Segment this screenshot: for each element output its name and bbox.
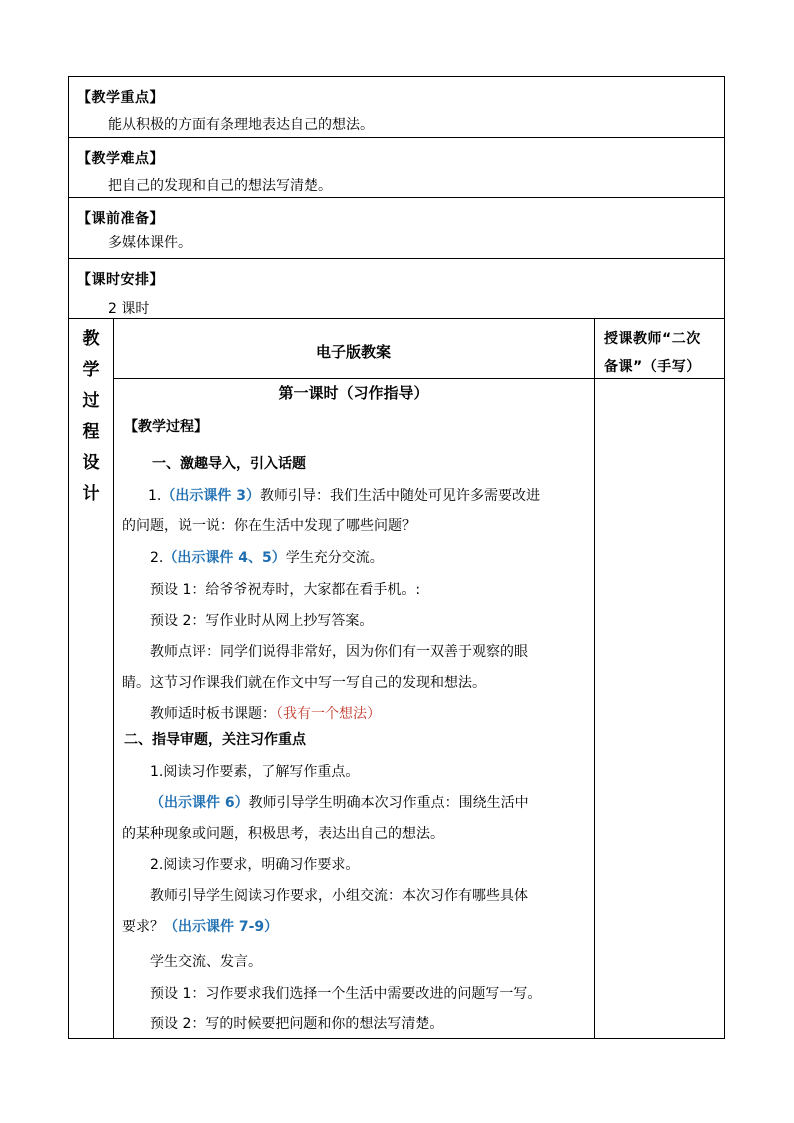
courseware-tag: （出示课件 7-9）	[164, 919, 279, 935]
board-topic: （我有一个想法）	[276, 706, 381, 722]
section-body: 能从积极的方面有条理地表达自己的想法。	[108, 117, 374, 133]
paragraph-line: 预设 2：写的时候要把问题和你的想法写清楚。	[150, 1016, 444, 1032]
paragraph-text: 教师引导：我们生活中随处可见许多需要改进	[259, 488, 540, 504]
section-body: 多媒体课件。	[108, 235, 192, 251]
column-header: 电子版教案	[315, 343, 391, 361]
section-title: 【课时安排】	[77, 272, 164, 288]
paragraph-line	[150, 703, 381, 723]
vertical-label-char: 过	[82, 391, 100, 411]
part-heading: 一、激趣导入，引入话题	[152, 456, 306, 472]
paragraph-line: 2.阅读习作要求，明确习作要求。	[150, 857, 360, 873]
vertical-label-char: 教	[82, 329, 100, 349]
table-border	[113, 378, 725, 379]
paragraph-line: 教师点评：同学们说得非常好，因为你们有一双善于观察的眼	[150, 644, 528, 660]
column-header-teacher: 授课教师“二次	[604, 331, 701, 347]
paragraph-line	[150, 547, 384, 567]
paragraph-line: 1.阅读习作要素，了解写作重点。	[150, 764, 360, 780]
paragraph-line	[148, 485, 540, 505]
section-body: 2 课时	[108, 301, 150, 317]
paragraph-text: 教师适时板书课题：	[150, 706, 276, 722]
column-header-teacher: 备课”（手写）	[604, 359, 701, 375]
paragraph-text: 学生充分交流。	[285, 550, 384, 566]
paragraph-line	[150, 792, 529, 812]
courseware-tag: （出示课件 3）	[161, 488, 260, 504]
table-border	[68, 76, 725, 77]
table-border	[594, 318, 595, 1039]
paragraph-line: 的问题，说一说：你在生活中发现了哪些问题？	[122, 518, 416, 534]
section-body: 把自己的发现和自己的想法写清楚。	[108, 178, 332, 194]
paragraph-line	[122, 916, 278, 936]
paragraph-line: 预设 2：写作业时从网上抄写答案。	[150, 613, 374, 629]
table-border	[68, 318, 725, 319]
section-title: 【教学重点】	[77, 90, 164, 106]
table-border	[68, 258, 725, 259]
part-heading: 二、指导审题，关注习作重点	[124, 732, 306, 748]
table-border	[113, 318, 114, 1039]
vertical-label-char: 计	[82, 484, 100, 504]
paragraph-line: 学生交流、发言。	[150, 954, 262, 970]
table-border	[68, 137, 725, 138]
paragraph-line: 预设 1：给爷爷祝寿时，大家都在看手机。:	[150, 582, 421, 598]
courseware-tag: （出示课件 4、5）	[163, 550, 286, 566]
paragraph-text: 教师引导学生明确本次习作重点：围绕生活中	[248, 795, 529, 811]
vertical-label-char: 程	[82, 422, 100, 442]
list-number: 2.	[150, 550, 164, 566]
section-title: 【课前准备】	[77, 211, 164, 227]
paragraph-line: 预设 1：习作要求我们选择一个生活中需要改进的问题写一写。	[150, 986, 542, 1002]
section-title: 【教学难点】	[77, 151, 164, 167]
paragraph-line: 睛。这节习作课我们就在作文中写一写自己的发现和想法。	[122, 675, 486, 691]
table-border	[724, 76, 725, 1039]
table-border	[68, 1038, 725, 1039]
table-border	[68, 76, 69, 1039]
process-label: 【教学过程】	[124, 419, 208, 435]
table-border	[68, 197, 725, 198]
courseware-tag: （出示课件 6）	[150, 795, 249, 811]
vertical-label-char: 设	[82, 453, 100, 473]
vertical-label-char: 学	[82, 360, 100, 380]
paragraph-line: 教师引导学生阅读习作要求，小组交流：本次习作有哪些具体	[150, 888, 528, 904]
lesson-title: 第一课时（习作指导）	[278, 384, 429, 402]
paragraph-line: 的某种现象或问题，积极思考，表达出自己的想法。	[122, 826, 444, 842]
list-number: 1.	[148, 488, 162, 504]
paragraph-text: 要求？	[122, 919, 164, 935]
